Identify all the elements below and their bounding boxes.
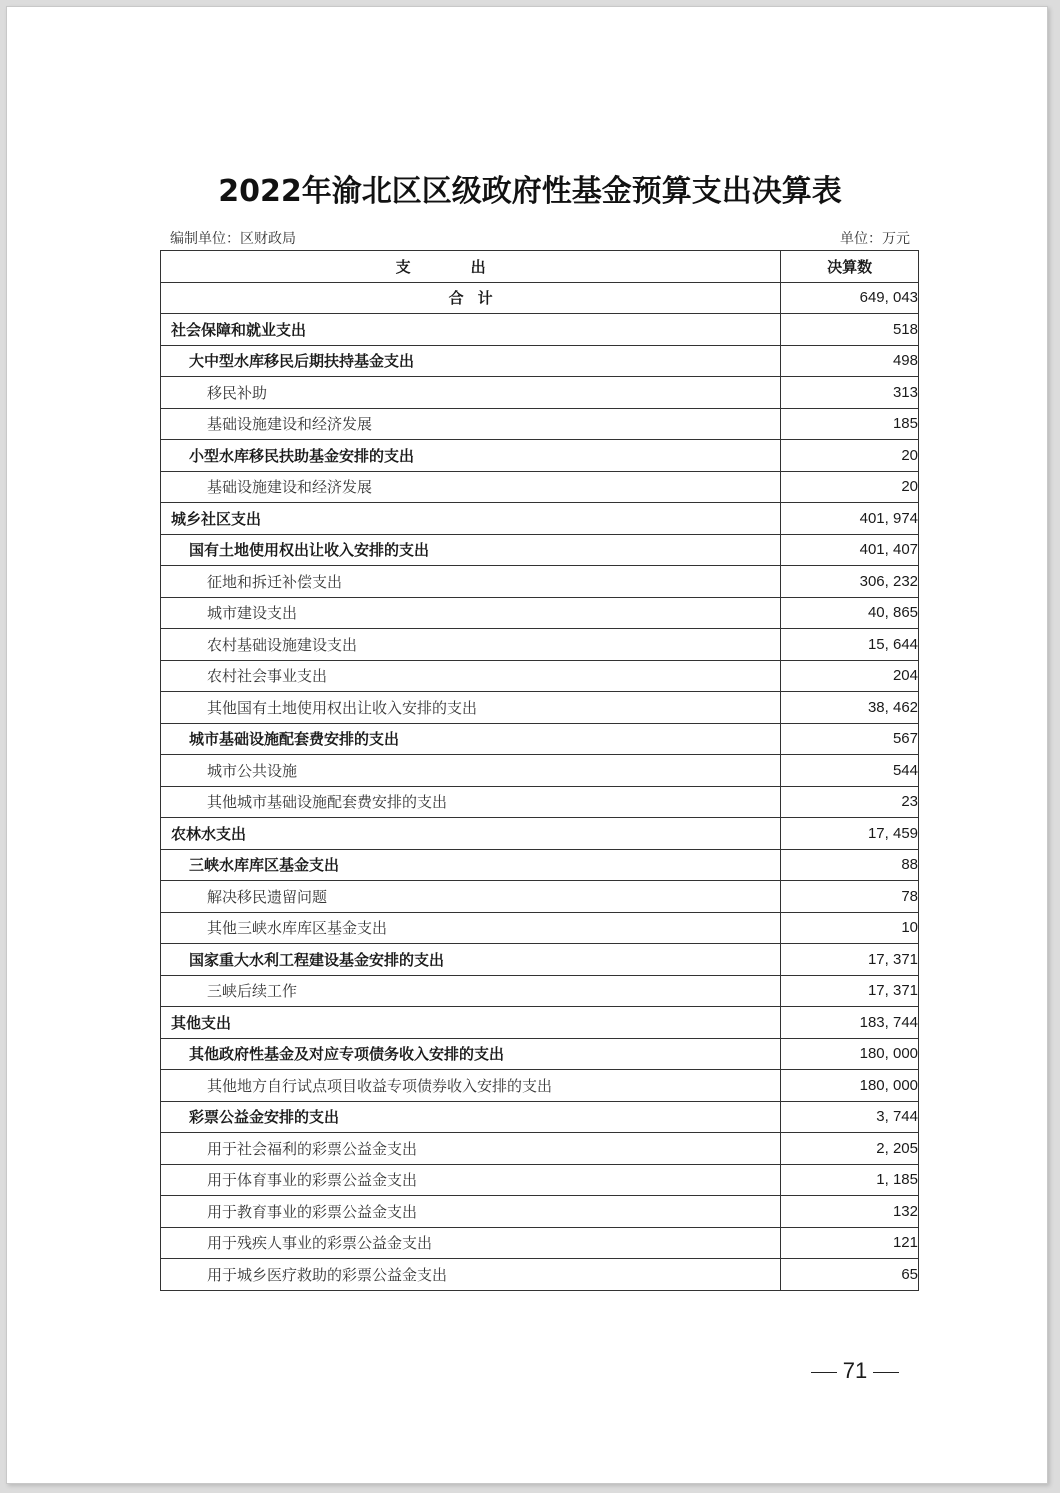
- row-label: 城市建设支出: [161, 597, 781, 629]
- row-value: 180, 000: [781, 1070, 919, 1102]
- row-value: 10: [781, 912, 919, 944]
- table-row: [161, 975, 919, 1007]
- table-row: [161, 282, 919, 314]
- row-label: 其他城市基础设施配套费安排的支出: [161, 786, 781, 818]
- table-row: [161, 723, 919, 755]
- row-label: 基础设施建设和经济发展: [161, 408, 781, 440]
- table-row: [161, 849, 919, 881]
- row-label: 其他三峡水库库区基金支出: [161, 912, 781, 944]
- row-label: 用于体育事业的彩票公益金支出: [161, 1164, 781, 1196]
- row-value: 518: [781, 314, 919, 346]
- row-label: 国家重大水利工程建设基金安排的支出: [161, 944, 781, 976]
- header-final-amount: 决算数: [781, 251, 919, 283]
- table-row: [161, 1133, 919, 1165]
- dash-left: [811, 1372, 837, 1373]
- row-label: 城市基础设施配套费安排的支出: [161, 723, 781, 755]
- dash-right: [873, 1372, 899, 1373]
- row-value: 185: [781, 408, 919, 440]
- row-value: 401, 407: [781, 534, 919, 566]
- table-header-row: [161, 251, 919, 283]
- row-value: 20: [781, 440, 919, 472]
- document-title: 2022年渝北区区级政府性基金预算支出决算表: [218, 174, 842, 209]
- table-row: [161, 534, 919, 566]
- page-number-text: 71: [842, 1358, 868, 1383]
- row-label: 其他地方自行试点项目收益专项债券收入安排的支出: [161, 1070, 781, 1102]
- table-row: [161, 818, 919, 850]
- row-value: 65: [781, 1259, 919, 1291]
- table-row: [161, 377, 919, 409]
- table-row: [161, 660, 919, 692]
- table-row: [161, 471, 919, 503]
- row-label: 用于残疾人事业的彩票公益金支出: [161, 1227, 781, 1259]
- row-value: 15, 644: [781, 629, 919, 661]
- row-value: 567: [781, 723, 919, 755]
- row-value: 88: [781, 849, 919, 881]
- table-row: [161, 408, 919, 440]
- row-label: 城乡社区支出: [161, 503, 781, 535]
- row-value: 183, 744: [781, 1007, 919, 1039]
- table-row: [161, 912, 919, 944]
- row-label: 用于城乡医疗救助的彩票公益金支出: [161, 1259, 781, 1291]
- table-row: [161, 1038, 919, 1070]
- row-value: 544: [781, 755, 919, 787]
- table-row: [161, 944, 919, 976]
- row-value: 40, 865: [781, 597, 919, 629]
- row-value: 3, 744: [781, 1101, 919, 1133]
- table-row: [161, 881, 919, 913]
- table-row: [161, 1259, 919, 1291]
- unit-label: 单位：万元: [840, 231, 910, 247]
- row-label: 城市公共设施: [161, 755, 781, 787]
- header-expenditure: 支出: [161, 251, 781, 283]
- row-value: 132: [781, 1196, 919, 1228]
- row-value: 649, 043: [781, 282, 919, 314]
- compiler-label: 编制单位：区财政局: [170, 231, 296, 247]
- page-number: [800, 1358, 910, 1384]
- table-row: [161, 1164, 919, 1196]
- row-value: 17, 459: [781, 818, 919, 850]
- table-body: [161, 282, 919, 1290]
- row-label: 大中型水库移民后期扶持基金支出: [161, 345, 781, 377]
- row-value: 17, 371: [781, 944, 919, 976]
- row-label: 国有土地使用权出让收入安排的支出: [161, 534, 781, 566]
- row-label: 其他政府性基金及对应专项债务收入安排的支出: [161, 1038, 781, 1070]
- row-label: 三峡水库库区基金支出: [161, 849, 781, 881]
- row-label: 合计: [161, 282, 781, 314]
- table-row: [161, 755, 919, 787]
- table-row: [161, 566, 919, 598]
- table-row: [161, 1196, 919, 1228]
- row-label: 小型水库移民扶助基金安排的支出: [161, 440, 781, 472]
- table-row: [161, 1007, 919, 1039]
- table-row: [161, 597, 919, 629]
- row-value: 78: [781, 881, 919, 913]
- row-value: 1, 185: [781, 1164, 919, 1196]
- row-label: 三峡后续工作: [161, 975, 781, 1007]
- row-label: 其他支出: [161, 1007, 781, 1039]
- table-row: [161, 1227, 919, 1259]
- table-row: [161, 1070, 919, 1102]
- row-value: 498: [781, 345, 919, 377]
- table-row: [161, 786, 919, 818]
- table-row: [161, 345, 919, 377]
- row-value: 180, 000: [781, 1038, 919, 1070]
- row-label: 农林水支出: [161, 818, 781, 850]
- table-row: [161, 503, 919, 535]
- row-value: 313: [781, 377, 919, 409]
- row-value: 121: [781, 1227, 919, 1259]
- row-value: 2, 205: [781, 1133, 919, 1165]
- row-value: 204: [781, 660, 919, 692]
- row-label: 社会保障和就业支出: [161, 314, 781, 346]
- row-value: 20: [781, 471, 919, 503]
- row-value: 401, 974: [781, 503, 919, 535]
- row-value: 38, 462: [781, 692, 919, 724]
- row-label: 用于社会福利的彩票公益金支出: [161, 1133, 781, 1165]
- row-value: 306, 232: [781, 566, 919, 598]
- row-label: 基础设施建设和经济发展: [161, 471, 781, 503]
- row-label: 移民补助: [161, 377, 781, 409]
- row-label: 其他国有土地使用权出让收入安排的支出: [161, 692, 781, 724]
- expenditure-table: [160, 250, 919, 1291]
- table-row: [161, 1101, 919, 1133]
- table-row: [161, 314, 919, 346]
- row-label: 用于教育事业的彩票公益金支出: [161, 1196, 781, 1228]
- row-label: 农村社会事业支出: [161, 660, 781, 692]
- row-value: 17, 371: [781, 975, 919, 1007]
- row-label: 解决移民遗留问题: [161, 881, 781, 913]
- table-row: [161, 440, 919, 472]
- row-label: 农村基础设施建设支出: [161, 629, 781, 661]
- row-value: 23: [781, 786, 919, 818]
- row-label: 彩票公益金安排的支出: [161, 1101, 781, 1133]
- table-row: [161, 692, 919, 724]
- table-row: [161, 629, 919, 661]
- row-label: 征地和拆迁补偿支出: [161, 566, 781, 598]
